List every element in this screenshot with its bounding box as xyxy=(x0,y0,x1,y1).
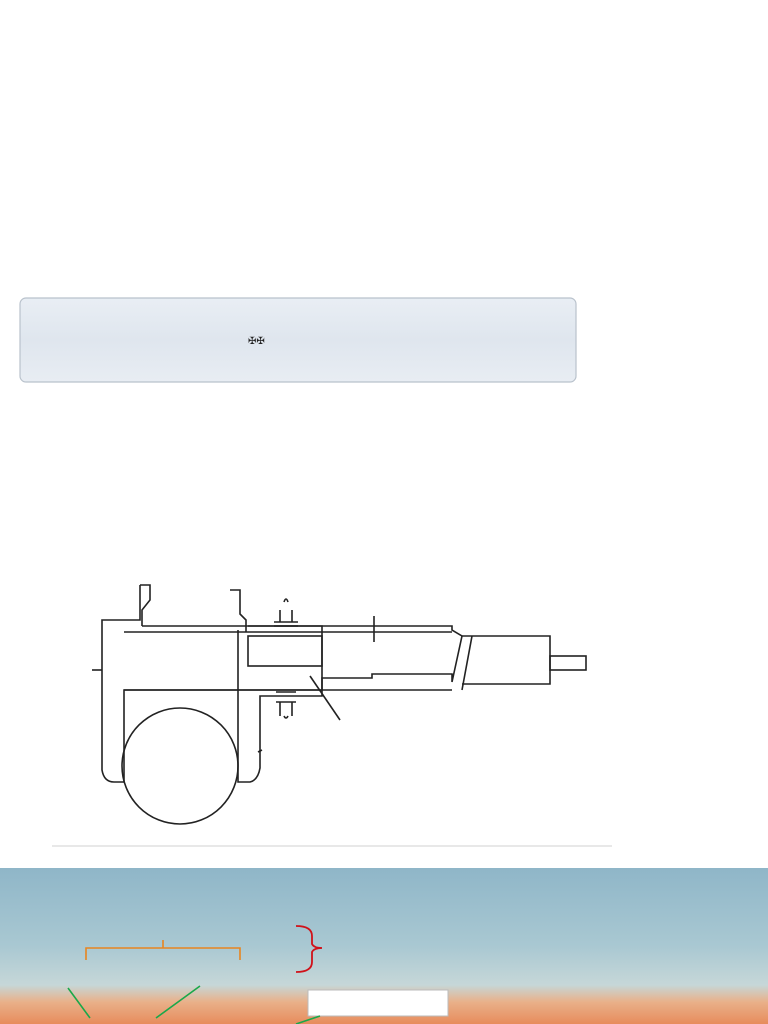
movable-jaw-pointer xyxy=(258,750,262,752)
fixed-jaw-upper-outline xyxy=(140,585,150,626)
inner-jaws-bracket xyxy=(86,940,240,960)
ruler-drawing xyxy=(18,296,578,384)
vernier-scale-pointer xyxy=(310,676,340,720)
jaw-pointers xyxy=(68,986,200,1018)
ruler-body xyxy=(20,298,576,382)
object-circle xyxy=(122,708,238,824)
vernier-scale-window xyxy=(248,636,322,666)
vernier-scale-box xyxy=(308,990,448,1016)
caliper-drawing xyxy=(52,570,612,852)
parts-diagram xyxy=(0,868,768,1024)
vernier-caliper-diagram xyxy=(52,570,612,852)
ruler-brand-logo: ✠✠ xyxy=(248,336,265,347)
internal-measure-brace xyxy=(296,926,322,972)
main-beam-end xyxy=(462,636,550,690)
vernier-pointer xyxy=(296,1016,320,1024)
main-beam xyxy=(124,632,452,690)
depth-rod xyxy=(550,656,586,670)
screw-s xyxy=(274,599,298,626)
ruler-image xyxy=(18,296,578,384)
parts-panel xyxy=(0,868,768,1024)
fixed-jaw-outline xyxy=(102,585,462,782)
